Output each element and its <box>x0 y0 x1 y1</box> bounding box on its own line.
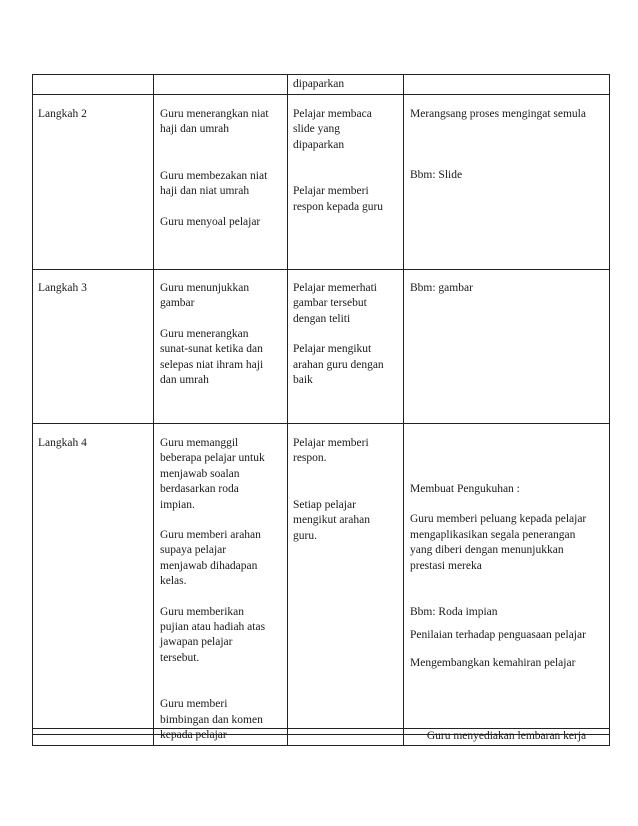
row3-teacher-cell <box>160 436 285 744</box>
row2-student-cell <box>293 281 401 388</box>
cell-text: Guru memberi <box>160 698 228 711</box>
cell-text: Guru memberi peluang kepada pelajar <box>410 513 587 526</box>
column-divider-2 <box>287 74 288 746</box>
cell-text: kelas. <box>160 575 187 588</box>
row1-teacher-cell <box>160 107 285 230</box>
cell-text: beberapa pelajar untuk <box>160 452 265 465</box>
column-divider-3 <box>403 74 404 746</box>
cell-text: Membuat Pengukuhan : <box>410 483 520 495</box>
table-right-border <box>609 74 610 746</box>
step-label: Langkah 2 <box>38 108 87 120</box>
cell-text: gambar tersebut <box>293 297 367 310</box>
cell-text: baik <box>293 374 313 387</box>
cell-text: dengan teliti <box>293 312 351 325</box>
cell-text: dipaparkan <box>293 78 345 90</box>
cell-text: respon kepada guru <box>293 200 384 213</box>
cell-text: pujian atau hadiah atas <box>160 621 266 634</box>
row-divider-1 <box>32 94 610 95</box>
cell-text: bimbingan dan komen <box>160 713 263 726</box>
row2-teacher-cell <box>160 281 285 388</box>
cell-text: arahan guru dengan <box>293 358 384 371</box>
row1-step-cell <box>38 107 150 122</box>
cell-text: Pelajar memerhati <box>293 282 377 294</box>
cell-text: Penilaian terhadap penguasaan pelajar <box>410 629 586 642</box>
cell-text: respon. <box>293 452 327 465</box>
cell-text: guru. <box>293 529 317 542</box>
cell-text: Guru menerangkan <box>160 327 249 340</box>
step-label: Langkah 3 <box>38 282 87 294</box>
cell-text: menjawab soalan <box>160 467 240 480</box>
cell-text: supaya pelajar <box>160 544 227 557</box>
cell-text: Bbm: Slide <box>410 169 463 182</box>
cell-text: slide yang <box>293 123 340 136</box>
cell-text: Bbm: Roda impian <box>410 606 498 619</box>
cell-text: Setiap pelajar <box>293 498 356 511</box>
row2-notes-cell <box>410 281 608 296</box>
cell-text: dipaparkan <box>293 138 345 151</box>
row2-step-cell <box>38 281 150 296</box>
row1-notes-cell <box>410 107 608 184</box>
cell-text: selepas niat ihram haji <box>160 358 264 371</box>
cell-text: jawapan pelajar <box>160 636 233 649</box>
cell-text: dan umrah <box>160 374 209 387</box>
column-divider-1 <box>153 74 154 746</box>
cell-text: berdasarkan roda <box>160 483 239 496</box>
cell-text: kepada pelajar <box>160 729 227 742</box>
row-divider-2 <box>32 269 610 270</box>
row-divider-3 <box>32 423 610 424</box>
row0-student-cell <box>293 77 401 92</box>
cell-text: Pelajar memberi <box>293 185 369 198</box>
table-bottom-border <box>32 745 610 746</box>
row1-student-cell <box>293 107 401 215</box>
cell-text: Guru menunjukkan <box>160 282 250 294</box>
row3-notes-cell <box>410 482 608 671</box>
table-left-border <box>32 74 33 746</box>
cell-text: Merangsang proses mengingat semula <box>410 108 586 120</box>
row3-student-cell <box>293 436 401 544</box>
cell-text: Guru menyoal pelajar <box>160 215 261 228</box>
cell-text: menjawab dihadapan <box>160 559 258 572</box>
cell-text: yang diberi dengan menunjukkan <box>410 544 564 557</box>
cell-text: Guru menerangkan niat <box>160 108 269 120</box>
cell-text: Pelajar memberi <box>293 437 369 449</box>
cell-text: tersebut. <box>160 651 200 664</box>
cell-text: gambar <box>160 297 195 310</box>
cell-text: mengikut arahan <box>293 514 370 527</box>
cell-text: haji dan niat umrah <box>160 185 250 198</box>
cell-text: haji dan umrah <box>160 123 229 136</box>
cell-text: Pelajar mengikut <box>293 343 372 356</box>
cell-text: Guru menyediakan lembaran kerja <box>426 730 587 742</box>
cell-text: sunat-sunat ketika dan <box>160 343 263 356</box>
cell-text: prestasi mereka <box>410 559 482 572</box>
cell-text: Pelajar membaca <box>293 108 372 120</box>
row4-notes-cell <box>404 729 609 744</box>
cell-text: Guru memanggil <box>160 437 239 449</box>
cell-text: impian. <box>160 498 195 511</box>
table-top-border <box>32 74 610 75</box>
cell-text: mengaplikasikan segala penerangan <box>410 528 576 541</box>
row3-step-cell <box>38 436 150 451</box>
step-label: Langkah 4 <box>38 437 87 449</box>
cell-text: Guru membezakan niat <box>160 169 268 182</box>
cell-text: Guru memberi arahan <box>160 529 261 542</box>
cell-text: Bbm: gambar <box>410 282 473 294</box>
cell-text: Mengembangkan kemahiran pelajar <box>410 656 576 669</box>
cell-text: Guru memberikan <box>160 605 244 618</box>
